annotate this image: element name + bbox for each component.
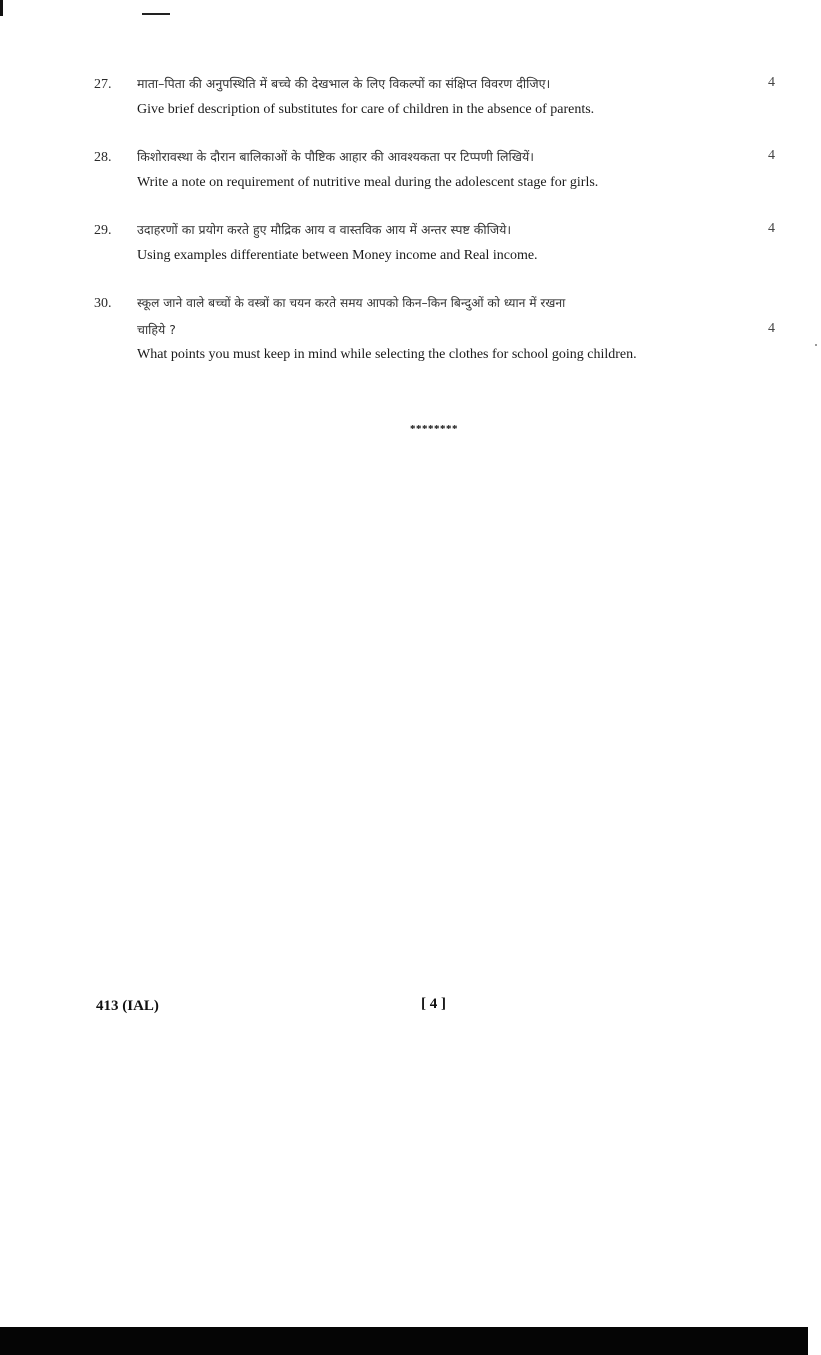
- page-number: [ 4 ]: [421, 996, 446, 1012]
- question-text-hindi: माता–पिता की अनुपस्थिति में बच्चे की देखभाल के लिए विकल्पों का संक्षिप्त विवरण दीजिए।: [137, 76, 551, 91]
- question-marks: 4: [768, 148, 775, 163]
- question-text-hindi-line1: स्कूल जाने वाले बच्चों के वस्त्रों का चयन करते समय आपको किन–किन बिन्दुओं को ध्यान में रखना: [137, 296, 566, 310]
- question-number: 27.: [94, 77, 112, 92]
- question-marks: 4: [768, 75, 775, 90]
- question-text-hindi: उदाहरणों का प्रयोग करते हुए मौद्रिक आय व वास्तविक आय में अन्तर स्पष्ट कीजिये।: [137, 222, 512, 237]
- question-marks: 4: [768, 221, 775, 236]
- scan-bottom-bar: [0, 1327, 808, 1355]
- question-number: 29.: [94, 223, 112, 238]
- scan-speck: [815, 344, 817, 346]
- paper-code: 413 (IAL): [96, 998, 159, 1014]
- question-text-hindi-line2: चाहिये ?: [137, 322, 176, 337]
- question-text-english: Write a note on requirement of nutritive meal during the adolescent stage for girls.: [137, 175, 599, 190]
- question-text-english: Using examples differentiate between Money income and Real income.: [137, 248, 538, 263]
- question-marks: 4: [768, 321, 775, 336]
- question-text-english: Give brief description of substitutes for care of children in the absence of parents.: [137, 102, 595, 117]
- page-edge-mark: [0, 0, 3, 16]
- end-of-paper-marker: ********: [410, 423, 458, 435]
- question-text-english: What points you must keep in mind while selecting the clothes for school going children.: [137, 347, 637, 362]
- question-text-hindi: किशोरावस्था के दौरान बालिकाओं के पौष्टिक आहार की आवश्यकता पर टिप्पणी लिखियें।: [137, 149, 534, 164]
- top-dash-rule: [142, 13, 170, 15]
- question-number: 28.: [94, 150, 112, 165]
- question-number: 30.: [94, 296, 112, 311]
